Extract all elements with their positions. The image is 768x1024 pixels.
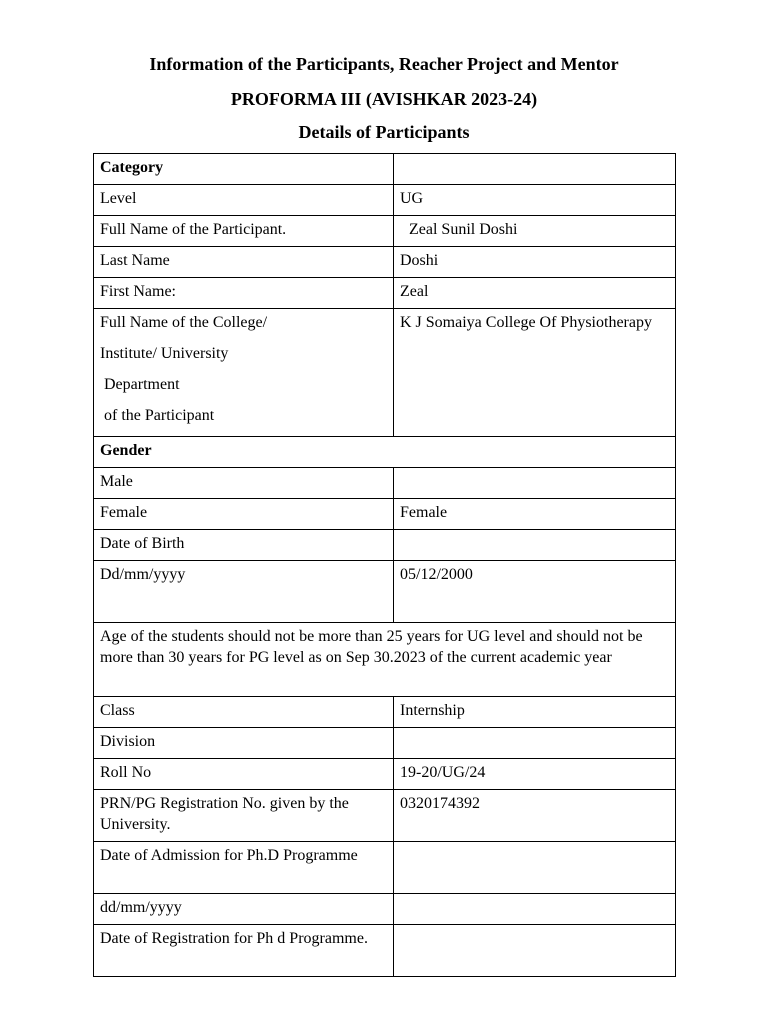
table-row-registration [94,925,676,977]
last-name-label: Last Name [94,247,394,278]
last-name-value: Doshi [394,247,676,278]
category-value [394,154,676,185]
level-label: Level [94,185,394,216]
male-value [394,468,676,499]
registration-value [394,925,676,977]
table-row-age-note [94,623,676,697]
table-row-division [94,728,676,759]
table-row-female [94,499,676,530]
table-row-admission [94,842,676,894]
participant-details-table [93,153,676,977]
table-row-admission-format [94,894,676,925]
table-row-dob-format [94,561,676,623]
dob-format-label: Dd/mm/yyyy [94,561,394,623]
college-label [94,309,394,437]
table-row-level [94,185,676,216]
college-value: K J Somaiya College Of Physiotherapy [394,309,676,437]
male-label: Male [94,468,394,499]
admission-format-value [394,894,676,925]
dob-format-value: 05/12/2000 [394,561,676,623]
category-label: Category [94,154,394,185]
document-title: Information of the Participants, Reacher Project and Mentor [149,54,619,74]
first-name-label: First Name: [94,278,394,309]
table-row-full-name [94,216,676,247]
female-label: Female [94,499,394,530]
table-row-dob [94,530,676,561]
class-value: Internship [394,697,676,728]
college-label-line: Department [100,376,180,393]
age-eligibility-note: Age of the students should not be more than 25 years for UG level and should not be more than 30 years for PG level as on Sep 30.2023 of the current academic year [94,623,676,697]
table-row-last-name [94,247,676,278]
roll-no-label: Roll No [94,759,394,790]
registration-label: Date of Registration for Ph d Programme. [94,925,394,977]
female-value: Female [394,499,676,530]
table-row-roll-no [94,759,676,790]
table-row-first-name [94,278,676,309]
dob-value [394,530,676,561]
full-name-label: Full Name of the Participant. [94,216,394,247]
table-row-gender [94,437,676,468]
college-label-line: Full Name of the College/ [100,314,268,331]
table-row-class [94,697,676,728]
table-row-prn [94,790,676,842]
level-value: UG [394,185,676,216]
first-name-value: Zeal [394,278,676,309]
admission-format-label: dd/mm/yyyy [94,894,394,925]
prn-value: 0320174392 [394,790,676,842]
roll-no-value: 19-20/UG/24 [394,759,676,790]
college-label-line: Institute/ University [100,345,229,362]
table-row-college [94,309,676,437]
dob-label: Date of Birth [94,530,394,561]
proforma-title: PROFORMA III (AVISHKAR 2023-24) [230,89,538,109]
class-label: Class [94,697,394,728]
college-label-line: of the Participant [100,407,215,424]
admission-value [394,842,676,894]
division-value [394,728,676,759]
prn-label: PRN/PG Registration No. given by the University. [94,790,394,842]
gender-label: Gender [94,437,676,468]
division-label: Division [94,728,394,759]
admission-label: Date of Admission for Ph.D Programme [94,842,394,894]
section-title: Details of Participants [298,122,470,142]
table-row-category [94,154,676,185]
table-row-male [94,468,676,499]
full-name-value: Zeal Sunil Doshi [394,216,676,247]
